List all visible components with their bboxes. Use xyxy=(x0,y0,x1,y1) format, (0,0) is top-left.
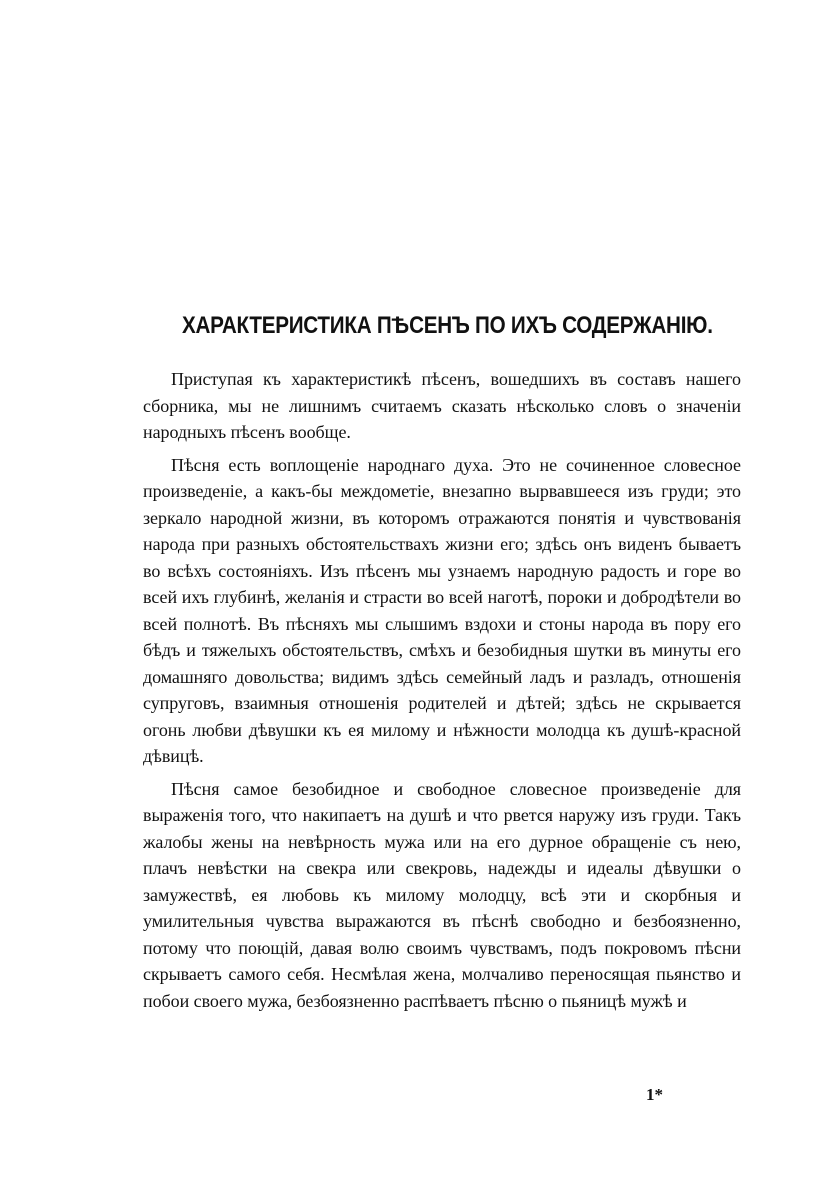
paragraph-3: Пѣсня самое безобидное и свободное словесное произведеніе для выраженія того, что накипаетъ на душѣ и что рвется наружу изъ груди. Такъ жалобы жены на невѣрность мужа или на его дурное обращеніе съ нею, плачъ невѣстки на свекра или свекровь, надежды и идеалы дѣвушки о замужествѣ, ея любовь къ милому молодцу, всѣ эти и скорбныя и умилительныя чувства выражаются въ пѣснѣ свободно и безбоязненно, потому что поющій, давая волю своимъ чувствамъ, подъ покровомъ пѣсни скрываетъ самого себя. Несмѣлая жена, молчаливо переносящая пьянство и побои своего мужа, безбоязненно распѣваетъ пѣсню о пьяницѣ мужѣ и xyxy=(143,778,741,1011)
paragraph-2: Пѣсня есть воплощеніе народнаго духа. Это не сочиненное словесное произведеніе, а какъ-бы междометіе, внезапно вырвавшееся изъ груди; это зеркало народной жизни, въ которомъ отражаются понятія и чувствованія народа при разныхъ обстоятельствахъ жизни его; здѣсь онъ виденъ бываетъ во всѣхъ состояніяхъ. Изъ пѣсенъ мы узнаемъ народную радость и горе во всей ихъ глубинѣ, желанія и страсти во всей наготѣ, пороки и добродѣтели во всей полнотѣ. Въ пѣсняхъ мы слышимъ вздохи и стоны народа въ пору его бѣдъ и тяжелыхъ обстоятельствъ, смѣхъ и безобидныя шутки въ минуты его домашняго довольства; видимъ здѣсь семейный ладъ и разладъ, отношенія супруговъ, взаимныя отношенія родителей и дѣтей; здѣсь не скрывается огонь любви дѣвушки къ ея милому и нѣжности молодца къ душѣ-красной дѣвицѣ. xyxy=(143,454,741,766)
body-text xyxy=(143,366,741,1020)
chapter-heading: ХАРАКТЕРИСТИКА ПѢСЕНЪ ПО ИХЪ СОДЕРЖАНІЮ. xyxy=(182,312,713,339)
signature-mark: 1* xyxy=(646,1085,663,1104)
paragraph-1: Приступая къ характеристикѣ пѣсенъ, вошедшихъ въ составъ нашего сборника, мы не лишнимъ считаемъ сказать нѣсколько словъ о значеніи народныхъ пѣсенъ вообще. xyxy=(143,369,741,442)
